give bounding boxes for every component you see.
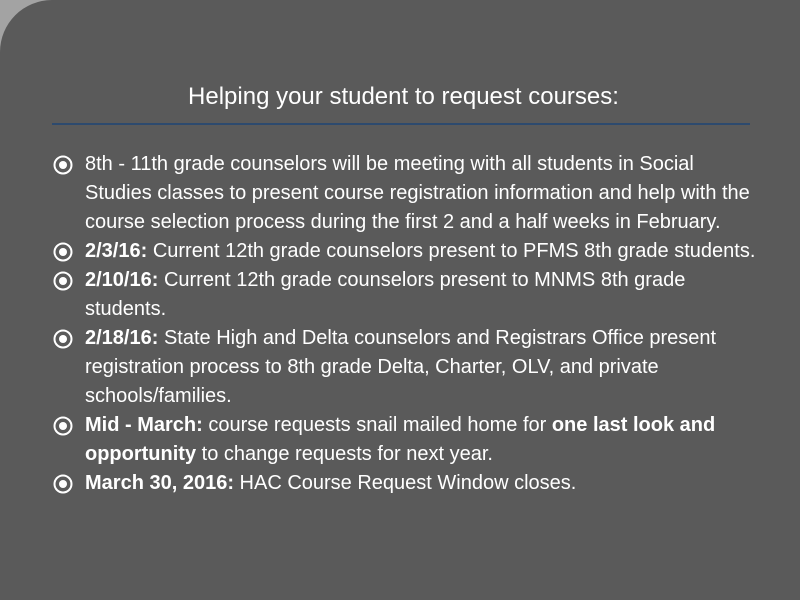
list-item (52, 237, 762, 266)
radio-dot-icon (53, 474, 73, 494)
radio-dot-icon (53, 416, 73, 436)
item-date: 2/10/16: (85, 269, 159, 291)
title-divider (52, 123, 750, 125)
item-text: HAC Course Request Window closes. (233, 472, 577, 494)
list-item (52, 411, 762, 469)
item-emphasis: one last look and opportunity (85, 414, 716, 465)
item-text: State High and Delta counselors and Registrars Office present registration process to 8th grade Delta, Charter, OLV, and private schools/families. (85, 327, 717, 407)
list-item (52, 266, 762, 324)
slide-title: Helping your student to request courses: (188, 83, 619, 110)
bullet-list (52, 150, 762, 498)
radio-dot-icon (53, 271, 73, 291)
item-date: Mid - March: (85, 414, 203, 436)
list-item (52, 469, 762, 498)
item-date: March 30, 2016: (85, 472, 234, 494)
radio-dot-icon (53, 329, 73, 349)
list-item (52, 150, 762, 237)
item-text: course requests snail mailed home for (202, 414, 552, 436)
item-text: to change requests for next year. (196, 443, 493, 465)
radio-dot-icon (53, 155, 73, 175)
list-item (52, 324, 762, 411)
item-date: 2/18/16: (85, 327, 159, 349)
item-text: 8th - 11th grade counselors will be meeting with all students in Social Studies classes to present course registration information and help with the course selection process during the first 2 and a half weeks in February. (85, 153, 750, 233)
item-text: Current 12th grade counselors present to PFMS 8th grade students. (147, 240, 756, 262)
item-text: Current 12th grade counselors present to MNMS 8th grade students. (85, 269, 686, 320)
radio-dot-icon (53, 242, 73, 262)
item-date: 2/3/16: (85, 240, 148, 262)
